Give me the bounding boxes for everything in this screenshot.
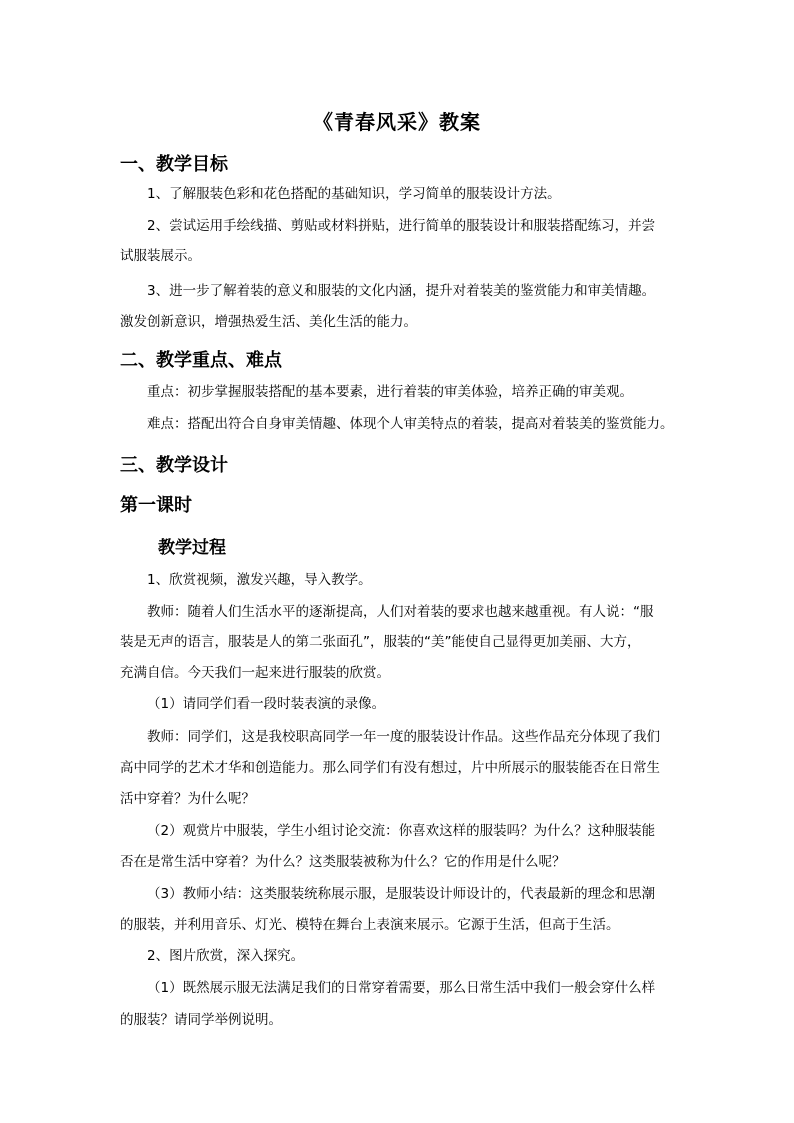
objective-2-line-1: 2、尝试运用手绘线描、剪贴或材料拼贴，进行简单的服装设计和服装搭配练习，并尝 (147, 218, 656, 234)
lesson-heading: 第一课时 (120, 495, 192, 516)
teacher-intro-line-2: 装是无声的语言，服装是人的第二张面孔”，服装的“美”能使自己显得更加美丽、大方， (120, 634, 641, 650)
activity-3-line-2: 的服装，并利用音乐、灯光、模特在舞台上表演来展示。它源于生活，但高于生活。 (120, 917, 620, 933)
objective-2-line-2: 试服装展示。 (120, 248, 201, 264)
activity-1: （1）请同学们看一段时装表演的录像。 (147, 696, 386, 712)
question-1-line-1: （1）既然展示服无法满足我们的日常穿着需要，那么日常生活中我们一般会穿什么样 (147, 980, 656, 996)
teacher-question-line-2: 高中同学的艺术才华和创造能力。那么同学们有没有想过，片中所展示的服装能否在日常生 (120, 760, 660, 776)
section-heading-objectives: 一、教学目标 (120, 154, 228, 175)
step-2: 2、图片欣赏，深入探究。 (147, 948, 305, 964)
question-1-line-2: 的服装？请同学举例说明。 (120, 1012, 282, 1028)
step-1: 1、欣赏视频，激发兴趣，导入教学。 (147, 572, 372, 588)
objective-1: 1、了解服装色彩和花色搭配的基础知识，学习简单的服装设计方法。 (147, 186, 561, 202)
process-heading: 教学过程 (158, 538, 226, 558)
difficult-point-text: 难点：搭配出符合自身审美情趣、体现个人审美特点的着装，提高对着装美的鉴赏能力。 (147, 416, 674, 432)
section-heading-key-points: 二、教学重点、难点 (120, 350, 282, 371)
teacher-question-line-3: 活中穿着？为什么呢？ (120, 791, 255, 807)
teacher-intro-line-3: 充满自信。今天我们一起来进行服装的欣赏。 (120, 665, 390, 681)
activity-2-line-1: （2）观赏片中服装，学生小组讨论交流：你喜欢这样的服装吗？为什么？这种服装能 (147, 823, 656, 839)
section-heading-design: 三、教学设计 (120, 455, 228, 476)
objective-3-line-2: 激发创新意识，增强热爱生活、美化生活的能力。 (120, 314, 417, 330)
objective-3-line-1: 3、进一步了解着装的意义和服装的文化内涵，提升对着装美的鉴赏能力和审美情趣。 (147, 283, 656, 299)
activity-3-line-1: （3）教师小结：这类服装统称展示服，是服装设计师设计的，代表最新的理念和思潮 (147, 886, 656, 902)
page-title: 《青春风采》教案 (313, 110, 481, 134)
teacher-question-line-1: 教师：同学们，这是我校职高同学一年一度的服装设计作品。这些作品充分体现了我们 (147, 729, 660, 745)
activity-2-line-2: 否在是常生活中穿着？为什么？这类服装被称为什么？它的作用是什么呢？ (120, 854, 566, 870)
teacher-intro-line-1: 教师：随着人们生活水平的逐渐提高，人们对着装的要求也越来越重视。有人说：“服 (147, 604, 654, 620)
key-point-text: 重点：初步掌握服装搭配的基本要素，进行着装的审美体验，培养正确的审美观。 (147, 384, 633, 400)
